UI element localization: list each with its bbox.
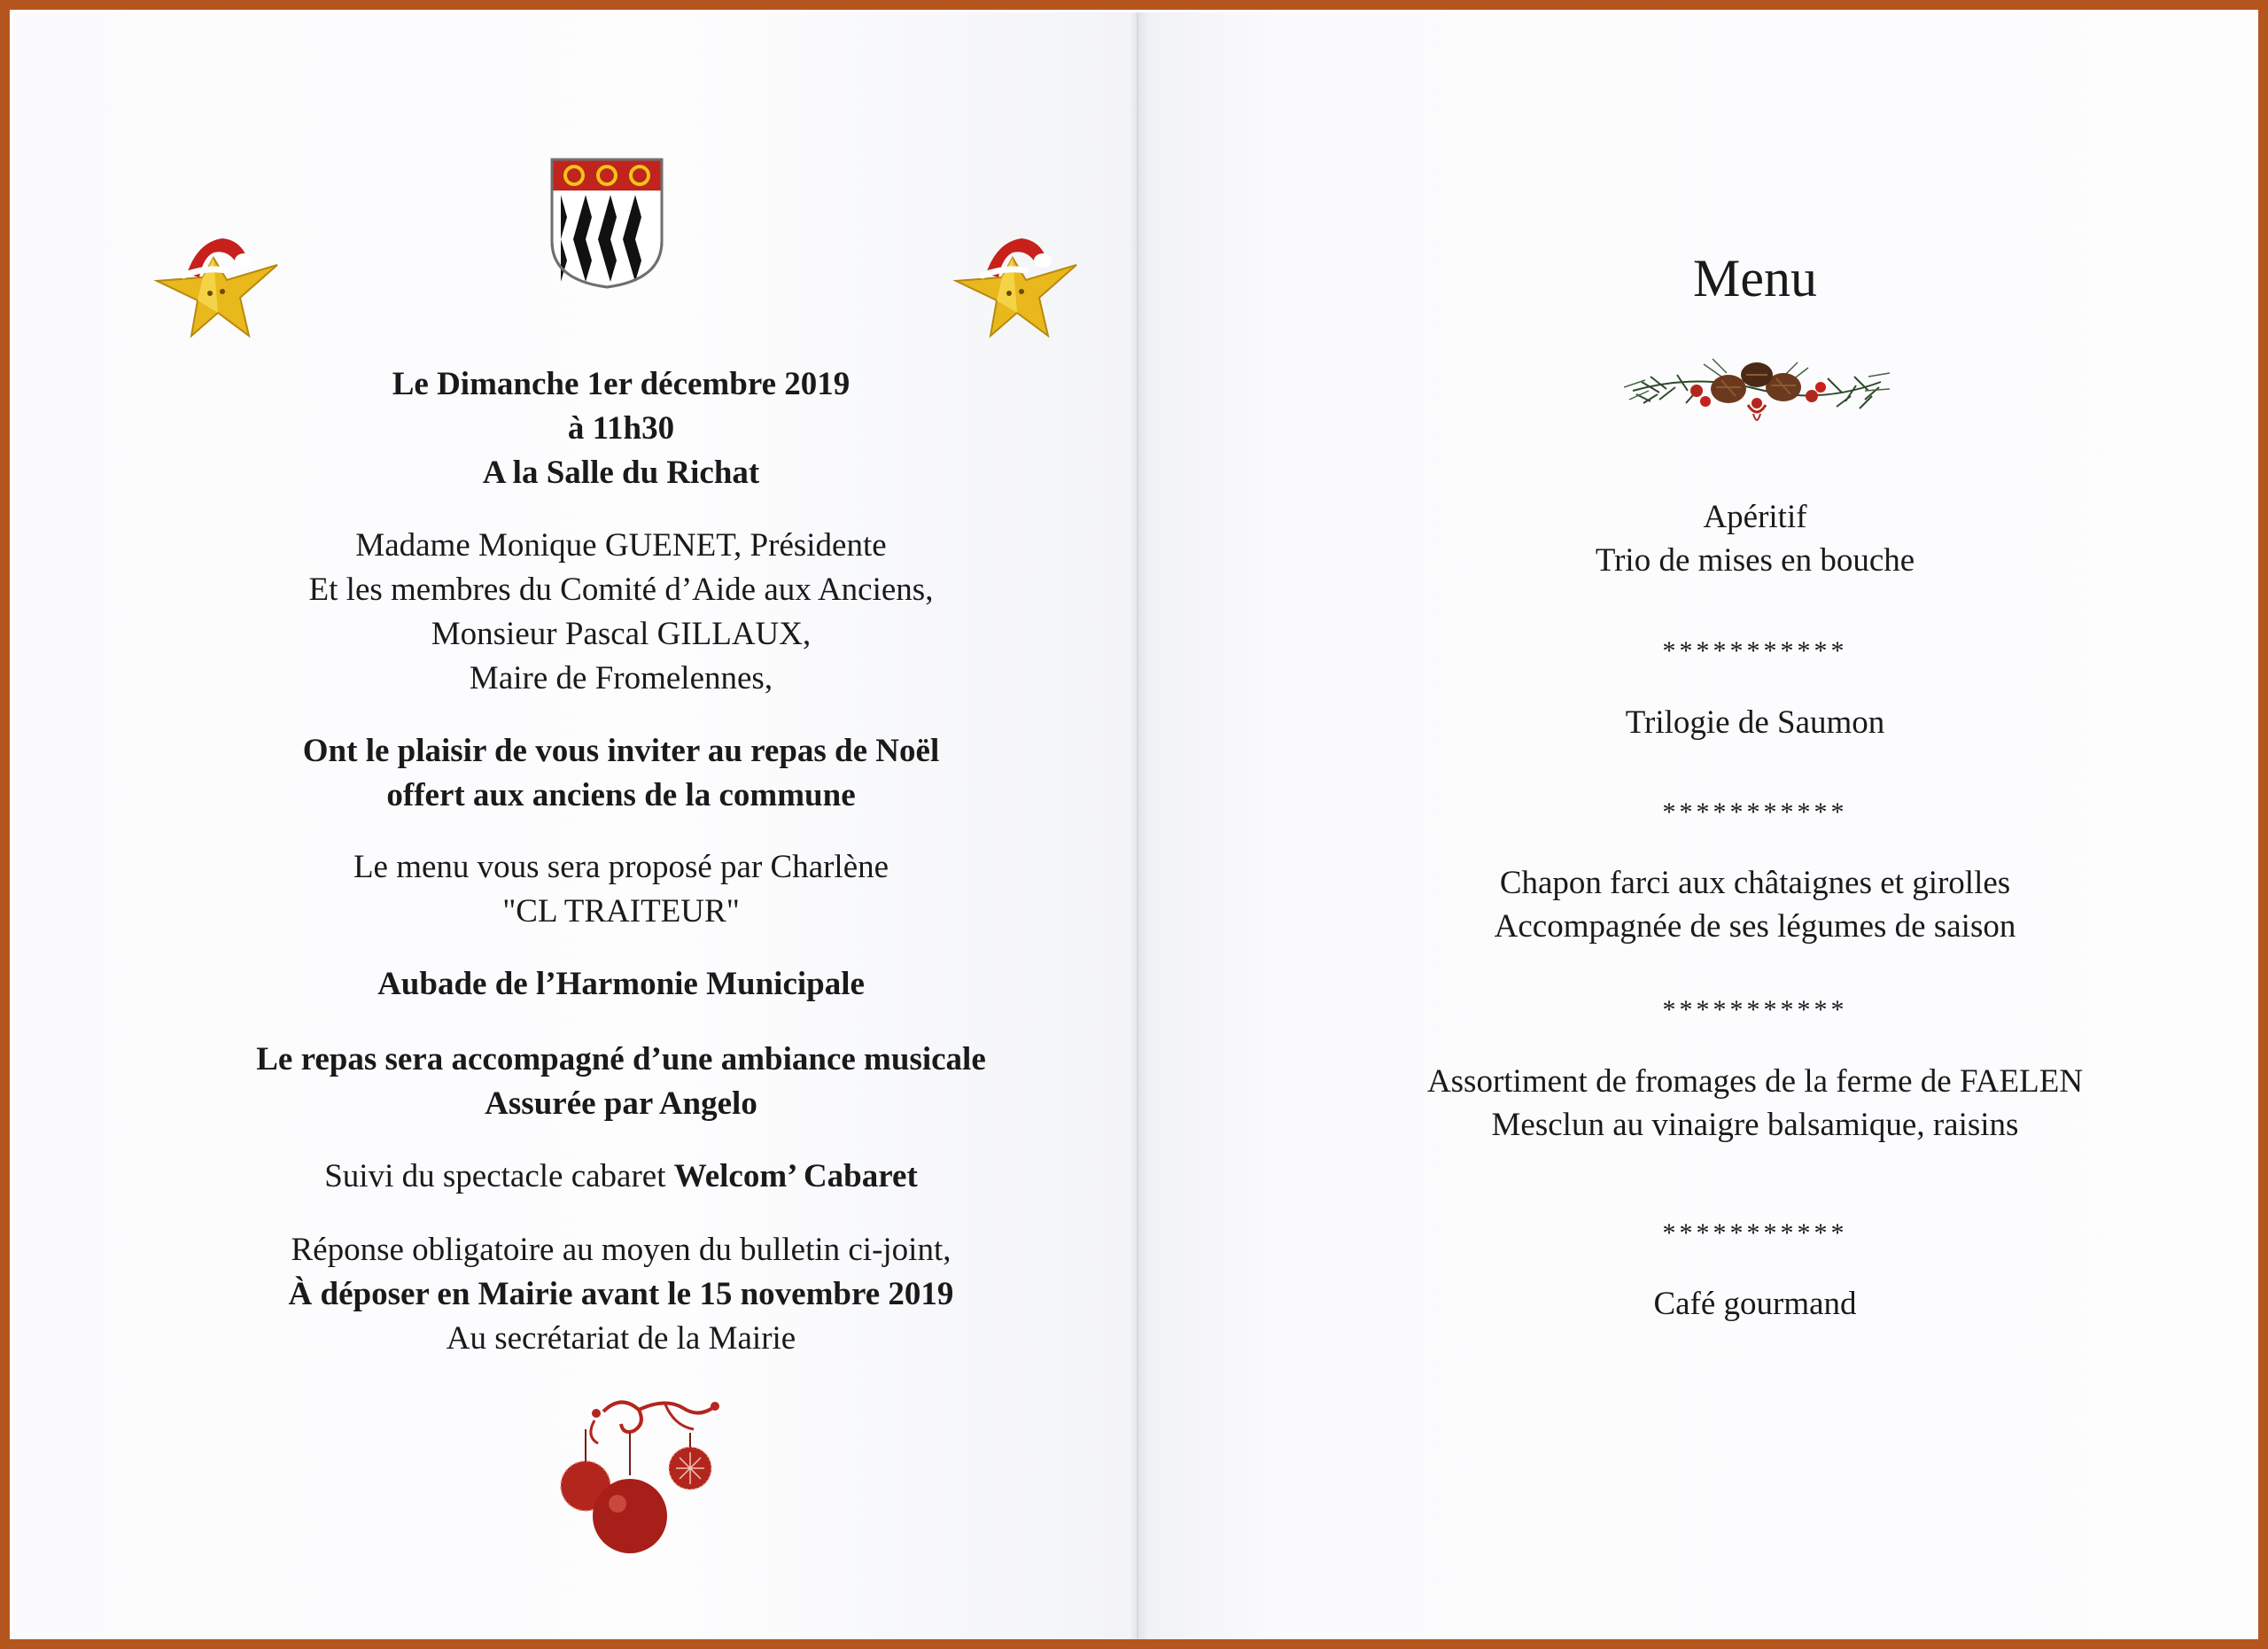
menu-item: Chapon farci aux châtaignes et girolles (1499, 865, 2011, 901)
host-line: Et les membres du Comité d’Aide aux Anciens, (308, 572, 934, 608)
caterer-line: Le menu vous sera proposé par Charlène (353, 849, 889, 885)
menu-separator: *********** (1662, 1218, 1848, 1248)
show-line (116, 1155, 1126, 1199)
show-prefix: Suivi du spectacle cabaret (324, 1158, 674, 1194)
show-name: Welcom’ Cabaret (673, 1158, 918, 1194)
show (116, 1155, 1126, 1199)
menu-separator: *********** (1662, 797, 1848, 827)
menu-course-aperitif (1285, 495, 2225, 582)
menu-course-dessert (1285, 1282, 2225, 1326)
rsvp-deadline: À déposer en Mairie avant le 15 novembre 2019 (288, 1276, 954, 1312)
menu-item: Accompagnée de ses légumes de saison (1494, 908, 2016, 945)
rsvp-line: Réponse obligatoire au moyen du bulletin ci-joint, (291, 1232, 951, 1268)
menu-item: Assortiment de fromages de la ferme de FAELEN (1426, 1063, 2084, 1100)
event-details (116, 362, 1126, 495)
menu-separator: *********** (1662, 995, 1848, 1024)
card-fold (1131, 10, 1150, 1639)
menu-title: Menu (1693, 249, 1817, 307)
music-line: Assurée par Angelo (485, 1085, 757, 1122)
menu-course-starter (1285, 701, 2225, 744)
menu-item: Apéritif (1703, 499, 1807, 535)
menu-item: Mesclun au vinaigre balsamique, raisins (1491, 1107, 2019, 1143)
caterer (116, 845, 1126, 934)
host-line: Maire de Fromelennes, (469, 660, 773, 696)
invite-line: Ont le plaisir de vous inviter au repas de Noël (302, 733, 940, 769)
star-with-santa-hat-icon (951, 231, 1084, 342)
event-time: à 11h30 (567, 410, 675, 447)
caterer-name: "CL TRAITEUR" (502, 893, 740, 930)
rsvp (116, 1228, 1126, 1361)
star-with-santa-hat-icon (151, 231, 284, 342)
invitation-message (116, 729, 1126, 818)
christmas-baubles-icon (541, 1394, 727, 1562)
event-place: A la Salle du Richat (482, 455, 760, 491)
host-line: Madame Monique GUENET, Présidente (355, 527, 887, 564)
pine-garland-icon (1624, 338, 1890, 435)
menu-separator: *********** (1662, 636, 1848, 665)
hosts (116, 524, 1126, 701)
aubade-line: Aubade de l’Harmonie Municipale (377, 966, 865, 1002)
rsvp-location: Au secrétariat de la Mairie (446, 1320, 796, 1357)
menu-course-main (1285, 861, 2225, 948)
menu-item: Trio de mises en bouche (1595, 542, 1915, 579)
music-line: Le repas sera accompagné d’une ambiance musicale (256, 1041, 986, 1077)
menu-course-cheese (1285, 1060, 2225, 1147)
event-date: Le Dimanche 1er décembre 2019 (392, 366, 850, 402)
invite-line: offert aux anciens de la commune (386, 777, 856, 813)
coat-of-arms-icon (548, 156, 665, 291)
menu-item: Café gourmand (1653, 1286, 1857, 1322)
music (116, 1038, 1126, 1126)
menu-item: Trilogie de Saumon (1625, 704, 1885, 741)
host-line: Monsieur Pascal GILLAUX, (431, 616, 812, 652)
aubade (116, 962, 1126, 1007)
